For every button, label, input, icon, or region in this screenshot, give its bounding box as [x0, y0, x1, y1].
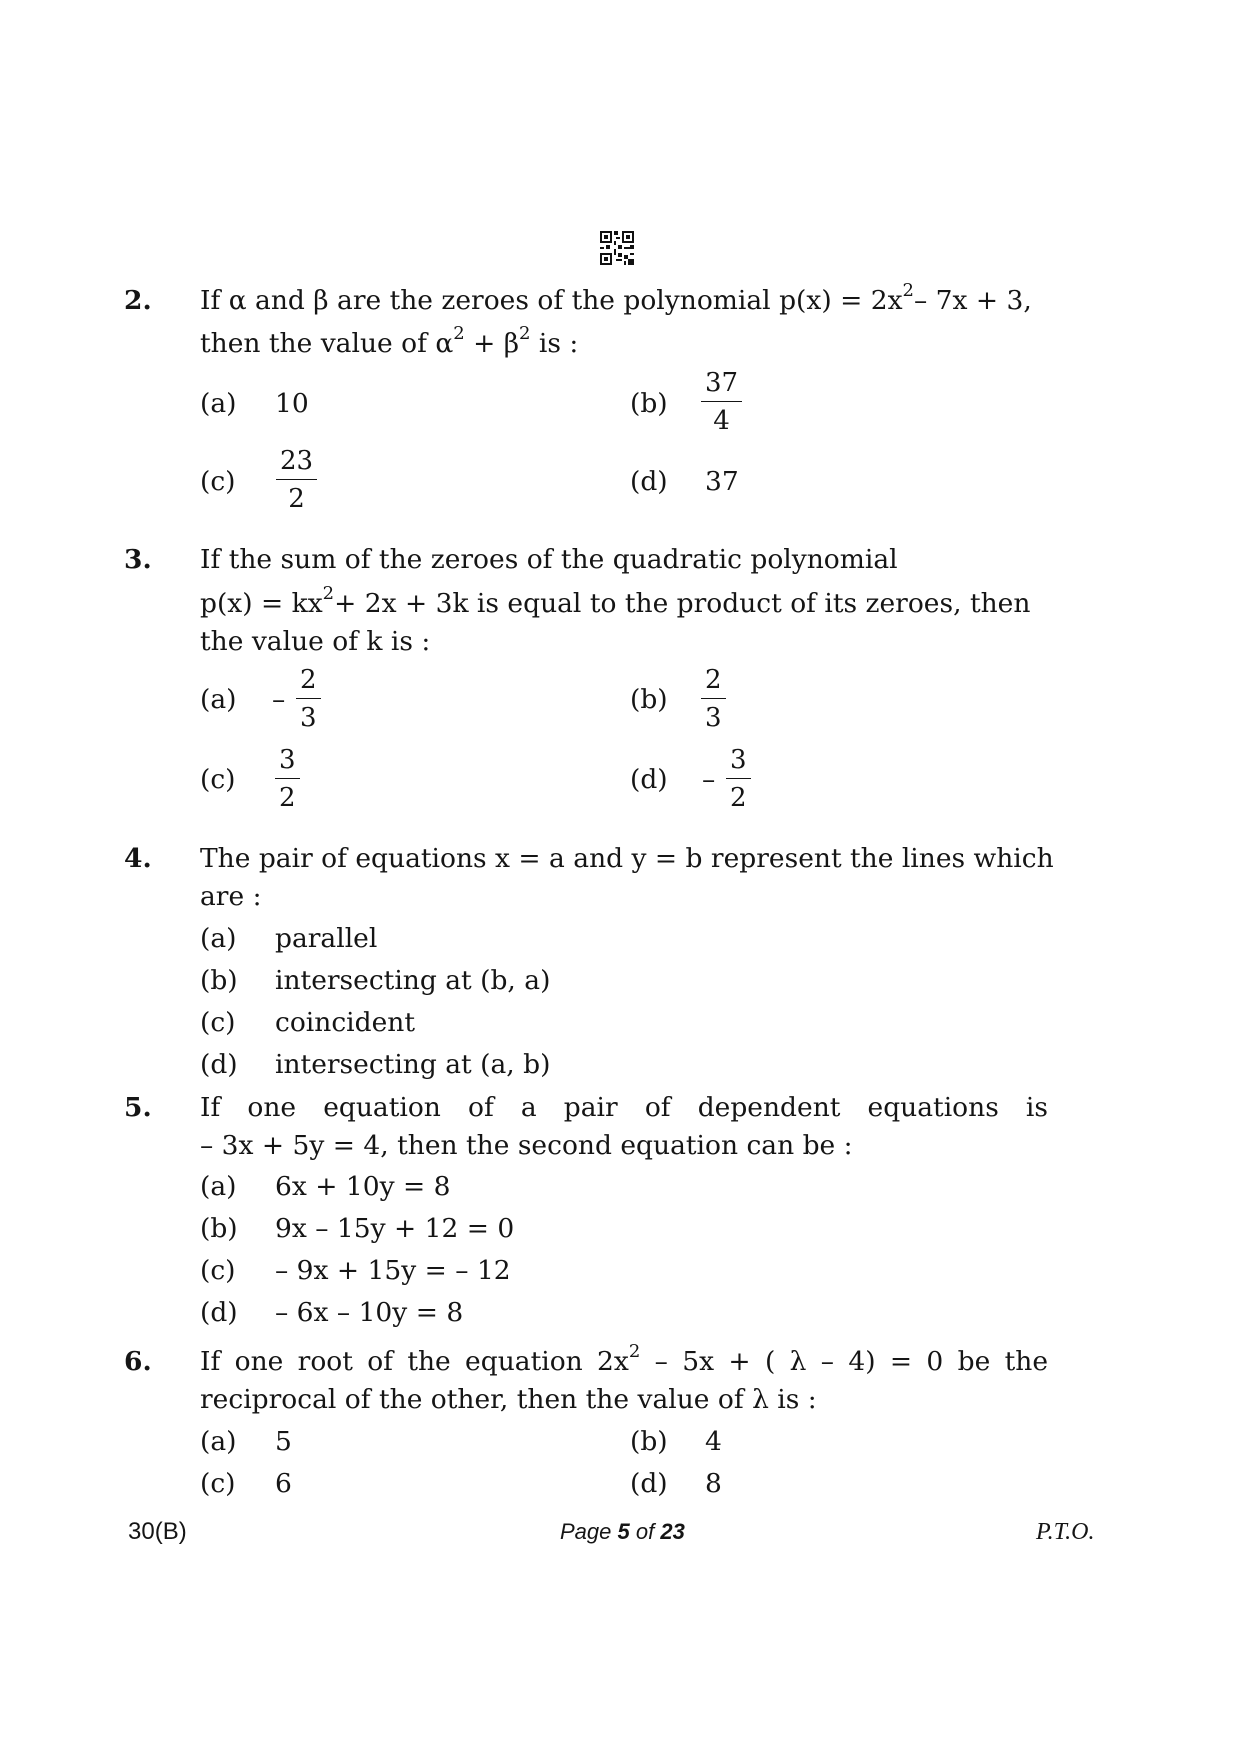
option-label-c: (c): [200, 1468, 236, 1499]
option-text-a: 6x + 10y = 8: [275, 1171, 451, 1202]
question-text-line-2: $p(x) = kx^2+ 2x + 3k$ is equal to the product of its zeroes, then: [200, 583, 1031, 619]
fraction-denominator: 2: [279, 783, 296, 813]
minus-sign: –: [272, 684, 286, 715]
option-text-b: 9x – 15y + 12 = 0: [275, 1213, 515, 1244]
question-text-line-2: are :: [200, 881, 262, 912]
fraction-denominator: 3: [705, 703, 722, 733]
option-value-a: 5: [275, 1426, 292, 1457]
pto-label: P.T.O.: [1036, 1519, 1095, 1545]
option-value-d: 37: [705, 466, 739, 497]
option-label-d: (d): [630, 1468, 668, 1499]
option-fraction-c: [275, 745, 300, 813]
option-label-a: (a): [200, 1171, 237, 1202]
option-fraction-d: [726, 745, 751, 813]
option-label-d: (d): [630, 764, 668, 795]
question-number: 3.: [124, 544, 152, 575]
question-number: 2.: [124, 285, 152, 316]
option-text-d: intersecting at (a, b): [275, 1049, 551, 1080]
option-label-c: (c): [200, 1255, 236, 1286]
fraction-denominator: 2: [730, 783, 747, 813]
page-number: Page 5 of 23: [560, 1519, 685, 1544]
option-text-b: intersecting at (b, a): [275, 965, 551, 996]
option-label-c: (c): [200, 764, 236, 795]
option-fraction-a: [296, 665, 321, 733]
option-value-a: 10: [275, 388, 309, 419]
option-label-b: (b): [630, 684, 668, 715]
fraction-numerator: 3: [726, 745, 751, 779]
option-value-b: 4: [705, 1426, 722, 1457]
option-text-d: – 6x – 10y = 8: [275, 1297, 464, 1328]
option-label-a: (a): [200, 923, 237, 954]
question-text-line-1: If one equation of a pair of dependent equations is: [200, 1092, 1048, 1123]
fraction-numerator: 2: [296, 665, 321, 699]
option-text-c: coincident: [275, 1007, 416, 1038]
option-label-a: (a): [200, 388, 237, 419]
option-label-c: (c): [200, 1007, 236, 1038]
option-label-b: (b): [200, 1213, 238, 1244]
question-text-line-1: The pair of equations x = a and y = b represent the lines which: [200, 843, 1054, 874]
question-text-line-3: the value of k is :: [200, 626, 431, 657]
question-text-line-1: If α and β are the zeroes of the polynomial $p(x) = 2x^2-$ 7x + 3,: [200, 280, 1032, 316]
option-text-c: – 9x + 15y = – 12: [275, 1255, 511, 1286]
fraction-numerator: 2: [701, 665, 726, 699]
question-text-line-2: – 3x + 5y = 4, then the second equation can be :: [200, 1130, 853, 1161]
option-label-a: (a): [200, 684, 237, 715]
option-label-d: (d): [200, 1297, 238, 1328]
question-text-line-2: then the value of $\alpha^2 + \beta^2$ is :: [200, 323, 579, 359]
option-label-d: (d): [630, 466, 668, 497]
minus-sign: –: [702, 764, 716, 795]
option-label-d: (d): [200, 1049, 238, 1080]
fraction-numerator: 23: [276, 446, 317, 480]
option-value-c: 6: [275, 1468, 292, 1499]
question-number: 4.: [124, 843, 152, 874]
fraction-denominator: 4: [713, 406, 730, 436]
fraction-numerator: 37: [701, 368, 742, 402]
question-number: 6.: [124, 1346, 152, 1377]
option-label-b: (b): [630, 1426, 668, 1457]
option-text-a: parallel: [275, 923, 378, 954]
option-fraction-c: [276, 446, 317, 514]
option-fraction-b: [701, 368, 742, 436]
fraction-numerator: 3: [275, 745, 300, 779]
option-value-d: 8: [705, 1468, 722, 1499]
fraction-denominator: 3: [300, 703, 317, 733]
option-label-b: (b): [630, 388, 668, 419]
question-text-line-1: If one root of the equation $2x^2 - 5x$ + ( λ – 4) = 0 be the: [200, 1341, 1048, 1377]
qr-code-icon: [600, 231, 634, 265]
option-fraction-b: [701, 665, 726, 733]
option-label-a: (a): [200, 1426, 237, 1457]
paper-code: 30(B): [128, 1518, 187, 1545]
question-text-line-2: reciprocal of the other, then the value of λ is :: [200, 1384, 817, 1415]
option-label-b: (b): [200, 965, 238, 996]
fraction-denominator: 2: [288, 484, 305, 514]
question-text-line-1: If the sum of the zeroes of the quadratic polynomial: [200, 544, 898, 575]
question-number: 5.: [124, 1092, 152, 1123]
option-label-c: (c): [200, 466, 236, 497]
